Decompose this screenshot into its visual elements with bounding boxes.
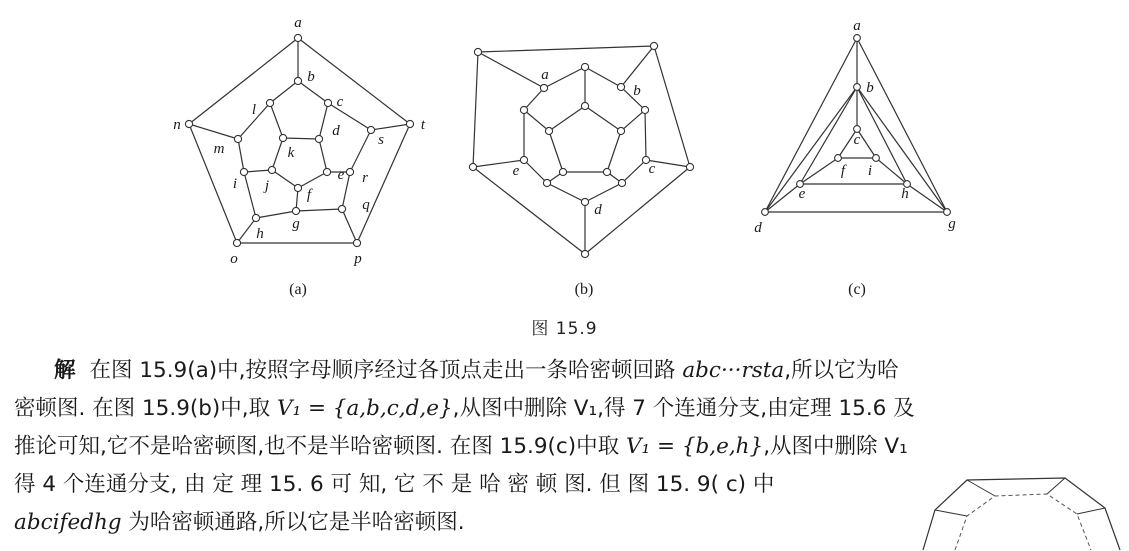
vertex-label-g: g [292,216,300,232]
graph-edge [237,218,256,243]
text-line-2-post: ,从图中删除 V₁,得 7 个连通分支,由定理 15.6 及 [452,396,915,421]
graph-vertex [944,209,951,216]
vertex-label-b: b [866,80,874,96]
graph-edge [544,67,585,88]
vertex-label-p: p [354,251,362,267]
vertex-label-e: e [798,186,806,202]
vertex-label-a: a [541,67,549,83]
graph-edge [524,110,549,131]
graph-edge [272,138,283,170]
graph-edge [350,130,371,172]
graph-edge [371,124,410,130]
vertex-label-f: f [840,163,846,179]
text-line-1-post: ,所以它为哈 [784,358,899,383]
text-line-3-pre: 推论可知,它不是哈密顿图,也不是半哈密顿图. 在图 15.9(c)中取 [14,434,626,459]
graph-vertex [346,168,353,175]
graph-vertex [268,166,275,173]
text-line-1 [14,352,1124,390]
graph-edge [473,167,585,254]
graph-vertex [581,198,588,205]
graph-edge [319,103,328,139]
figure-b-label: (b) [574,281,594,298]
graph-edge [585,67,621,87]
graph-vertex [873,155,880,162]
graph-vertex [617,83,624,90]
vertex-set-c: V₁ = {b,e,h} [625,434,764,459]
graph-edge [478,46,654,52]
graph-edge [549,131,563,172]
graph-vertex [835,155,842,162]
vertex-label-h: h [256,226,264,242]
graph-vertex [650,42,657,49]
vertex-label-s: s [378,132,384,148]
vertex-label-t: t [420,117,426,133]
graph-vertex [854,84,861,91]
graph-vertex [603,168,610,175]
graph-vertex [233,239,240,246]
vertex-label-c: c [853,132,861,148]
graph-vertex [641,106,648,113]
graph-edge [298,38,410,124]
graph-vertex [545,127,552,134]
vertex-label-q: q [362,197,370,213]
graph-vertex [266,99,273,106]
graph-vertex [292,207,299,214]
graph-vertex [559,168,566,175]
graph-vertex [324,99,331,106]
vertex-label-e: e [337,167,345,183]
vertex-label-c: c [336,94,344,110]
vertex-label-c: c [648,161,656,177]
graph-edge [478,52,544,88]
partial-dodecahedron-figure [915,472,1129,551]
graph-vertex [540,84,547,91]
vertex-label-n: n [173,117,181,133]
graph-vertex [406,120,413,127]
vertex-label-b: b [307,69,315,85]
figure-a-label: (a) [289,281,307,298]
graph-edge [342,209,357,243]
vertex-label-b: b [633,83,641,99]
graph-edge [621,46,654,87]
vertex-label-g: g [948,216,956,232]
graph-edge [283,138,319,139]
graph-vertex [474,48,481,55]
graph-edge [189,38,298,124]
graph-vertex [581,102,588,109]
graph-vertex [581,63,588,70]
graph-vertex [315,135,322,142]
graph-edge [238,139,244,172]
text-line-3-post: ,从图中删除 V₁ [763,434,908,459]
graph-edge [857,87,907,184]
graph-vertex [520,106,527,113]
graph-edge [319,139,327,172]
graph-vertex [234,135,241,142]
graph-edge [621,110,645,131]
graph-edge [256,211,296,218]
vertex-label-h: h [901,186,909,202]
graph-vertex [240,168,247,175]
vertex-set-b: V₁ = {a,b,c,d,e} [276,396,453,421]
graph-vertex [323,168,330,175]
vertex-label-i: i [232,176,238,192]
vertex-label-i: i [867,163,873,179]
graph-edge [298,172,327,188]
graph-vertex [294,184,301,191]
graph-vertex [581,250,588,257]
graph-edge [907,184,947,212]
vertex-label-a: a [853,18,861,34]
graph-edge [244,170,272,172]
text-line-1-pre: 在图 15.9(a)中,按照字母顺序经过各顶点走出一条哈密顿回路 [89,358,683,383]
vertex-label-a: a [294,15,302,31]
vertex-label-r: r [362,170,368,186]
text-line-2-pre: 密顿图. 在图 15.9(b)中,取 [14,396,277,421]
graph-vertex [185,120,192,127]
vertex-label-l: l [251,102,257,118]
graph-edge [547,183,585,202]
graph-edge [585,106,621,131]
graph-vertex [353,239,360,246]
graph-vertex [367,126,374,133]
text-line-2 [14,390,1124,428]
vertex-label-k: k [287,145,295,161]
graph-edge [270,81,298,103]
graph-vertex [854,35,861,42]
graph-edge [272,170,298,188]
graph-edge [607,131,621,172]
text-line-3 [14,428,1124,466]
graph-vertex [762,209,769,216]
vertex-label-m: m [213,141,225,157]
graph-edge [622,160,646,183]
graph-edge [876,158,907,184]
graph-edge [473,52,478,167]
graph-vertex [338,205,345,212]
graph-edge [189,124,238,139]
vertex-label-d: d [594,202,602,218]
graph-edge [585,183,622,202]
graph-vertex [686,163,693,170]
graph-edge [645,110,646,160]
graph-edge [296,209,342,211]
vertex-label-e: e [512,163,520,179]
text-line-5-post: 为哈密顿通路,所以它是半哈密顿图. [121,510,465,535]
graph-vertex [543,179,550,186]
vertex-label-f: f [306,187,312,203]
graph-edge [800,87,857,184]
graph-vertex [294,34,301,41]
solution-marker: 解 [54,358,76,383]
graph-vertex [294,77,301,84]
graph-vertex [618,179,625,186]
graph-edge [270,103,283,138]
graph-edge [524,88,544,110]
graph-edge [654,46,690,167]
graph-vertex [252,214,259,221]
graph-vertex [617,127,624,134]
text-line-4-text: 得 4 个连通分支, 由 定 理 15. 6 可 知, 它 不 是 哈 密 顿 图. 但 图 15. 9( c) 中 [14,472,775,497]
figure-c-label: (c) [848,281,866,298]
vertex-label-o: o [230,251,238,267]
vertex-label-d: d [332,123,340,139]
graph-edge [244,172,256,218]
graph-vertex [520,156,527,163]
graph-edge [765,38,857,212]
vertex-label-d: d [754,220,762,236]
graph-edge [800,158,838,184]
figure-caption: 图 15.9 [531,319,598,339]
graph-edge [524,160,547,183]
vertex-label-j: j [264,178,270,194]
graph-edge [549,106,585,131]
graph-vertex [279,134,286,141]
graph-vertex [469,163,476,170]
hamiltonian-cycle: abc···rsta [682,358,785,383]
hamiltonian-path: abcifedhg [14,510,122,535]
